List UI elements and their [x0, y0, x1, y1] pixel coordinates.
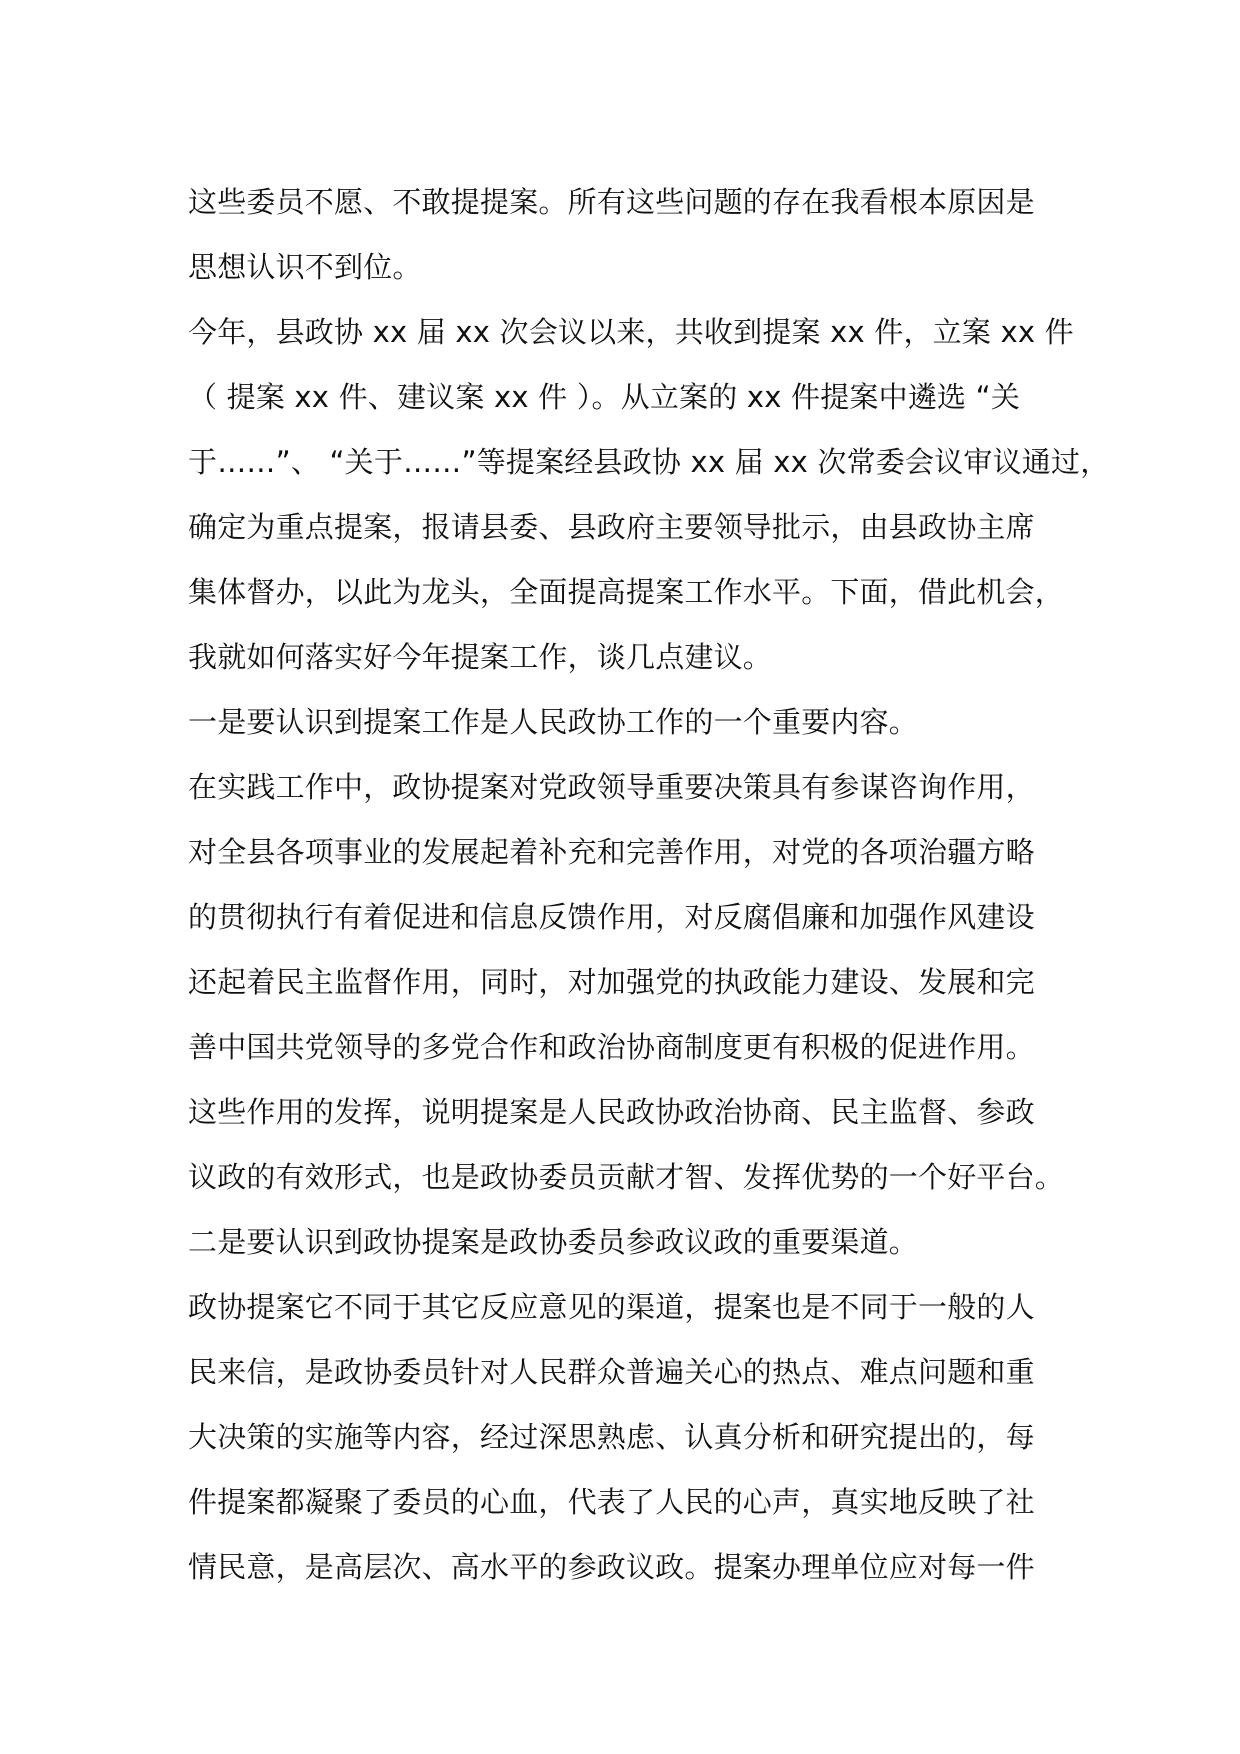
document-body [188, 170, 1110, 1600]
text-line: 政协提案它不同于其它反应意见的渠道，提案也是不同于一般的人 [188, 1290, 1035, 1324]
text-line: 议政的有效形式，也是政协委员贡献才智、发挥优势的一个好平台。 [188, 1160, 1065, 1194]
text-line: 件提案都凝聚了委员的心血，代表了人民的心声，真实地反映了社 [188, 1485, 1035, 1519]
text-line: 民来信，是政协委员针对人民群众普遍关心的热点、难点问题和重 [188, 1355, 1035, 1389]
text-line: 在实践工作中，政协提案对党政领导重要决策具有参谋咨询作用， [188, 770, 1035, 804]
text-line: 还起着民主监督作用，同时，对加强党的执政能力建设、发展和完 [188, 965, 1035, 999]
text-line: 今年，县政协 xx 届 xx 次会议以来，共收到提案 xx 件，立案 xx 件 [188, 315, 1074, 349]
text-line: 我就如何落实好今年提案工作，谈几点建议。 [188, 640, 773, 674]
text-line: 确定为重点提案，报请县委、县政府主要领导批示，由县政协主席 [188, 510, 1035, 544]
text-line: 大决策的实施等内容，经过深思熟虑、认真分析和研究提出的，每 [188, 1420, 1035, 1454]
text-line: 对全县各项事业的发展起着补充和完善作用，对党的各项治疆方略 [188, 835, 1035, 869]
section-heading: 二是要认识到政协提案是政协委员参政议政的重要渠道。 [188, 1225, 919, 1259]
section-heading: 一是要认识到提案工作是人民政协工作的一个重要内容。 [188, 705, 919, 739]
text-line: （ 提案 xx 件、建议案 xx 件 ）。从立案的 xx 件提案中遴选 “关 [188, 380, 1021, 414]
text-line: 这些作用的发挥，说明提案是人民政协政治协商、民主监督、参政 [188, 1095, 1035, 1129]
text-line: 这些委员不愿、不敢提提案。所有这些问题的存在我看根本原因是 [188, 185, 1035, 219]
text-line: 的贯彻执行有着促进和信息反馈作用，对反腐倡廉和加强作风建设 [188, 900, 1035, 934]
text-line: 善中国共党领导的多党合作和政治协商制度更有积极的促进作用。 [188, 1030, 1035, 1064]
text-line: 思想认识不到位。 [188, 250, 422, 284]
text-line: 于……”、 “关于……”等提案经县政协 xx 届 xx 次常委会议审议通过， [188, 445, 1110, 479]
text-line: 集体督办，以此为龙头，全面提高提案工作水平。下面，借此机会， [188, 575, 1065, 609]
text-line: 情民意，是高层次、高水平的参政议政。提案办理单位应对每一件 [188, 1550, 1035, 1584]
